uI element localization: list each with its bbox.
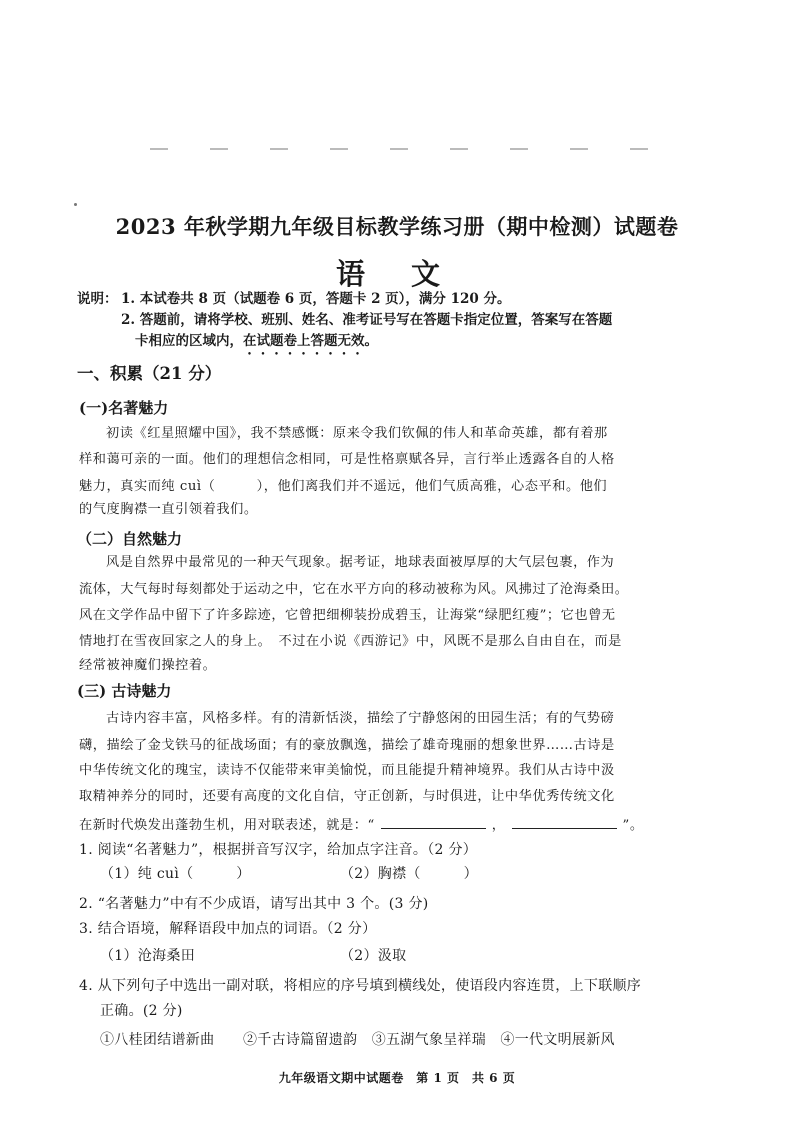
part1-line: 的气度胸襟一直引领着我们。 bbox=[79, 502, 258, 517]
part1-line: 初读《红星照耀中国》，我不禁感慨：原来令我们钦佩的伟人和革命英雄，都有着那 bbox=[106, 426, 608, 441]
part3-line: 古诗内容丰富，风格多样。有的清新恬淡，描绘了宁静悠闲的田园生活；有的气势磅 bbox=[106, 711, 615, 726]
subject-title: 语 文 bbox=[335, 257, 459, 291]
part2-line: 风是自然界中最常见的一种天气现象。据考证，地球表面被厚厚的大气层包裹，作为 bbox=[106, 555, 615, 570]
instructions-label: 说明： bbox=[77, 291, 118, 307]
couplet-blank-1[interactable] bbox=[381, 814, 486, 829]
scan-artifact-dashes bbox=[150, 148, 650, 150]
instruction-1: 1. 本试卷共 8 页（试题卷 6 页，答题卡 2 页），满分 120 分。 bbox=[121, 291, 511, 307]
question-2: 2. “名著魅力”中有不少成语，请写出其中 3 个。(3 分) bbox=[79, 896, 429, 912]
page-footer: 九年级语文期中试题卷 第 1 页 共 6 页 bbox=[278, 1071, 516, 1085]
part3-line: 中华传统文化的瑰宝，读诗不仅能带来审美愉悦，而且能提升精神境界。我们从古诗中汲 bbox=[79, 763, 615, 778]
question-1-item-2: （2）胸襟（ ） bbox=[340, 866, 478, 882]
part3-last-line: 在新时代焕发出蓬勃生机，用对联表述，就是：“ ， ”。 bbox=[79, 814, 644, 836]
part2-line: 情地打在雪夜回家之人的身上。 不过在小说《西游记》中，风既不是那么自由自在，而是 bbox=[79, 634, 622, 649]
part2-heading: （二）自然魅力 bbox=[77, 530, 183, 548]
part1-heading: (一)名著魅力 bbox=[79, 399, 169, 417]
section-heading: 一、积累（21 分） bbox=[77, 364, 222, 383]
part2-line: 风在文学作品中留下了许多踪迹，它曾把细柳装扮成碧玉，让海棠“绿肥红瘦”；它也曾无 bbox=[79, 608, 616, 623]
question-3-item-2: （2）汲取 bbox=[340, 948, 407, 964]
instruction-2-line2: 卡相应的区域内，在试题卷上答题无效。 bbox=[135, 333, 378, 349]
part2-line: 流体，大气每时每刻都处于运动之中，它在水平方向的移动被称为风。风拂过了沧海桑田。 bbox=[79, 582, 629, 597]
exam-title: 2023 年秋学期九年级目标教学练习册（期中检测）试题卷 bbox=[115, 214, 679, 239]
part1-line: 样和蔼可亲的一面。他们的理想信念相同，可是性格禀赋各异，言行举止透露各自的人格 bbox=[79, 452, 615, 467]
part2-line: 经常被神魔们操控着。 bbox=[79, 658, 217, 673]
scan-speck bbox=[74, 203, 77, 206]
part3-line: 取精神养分的同时，还要有高度的文化自信，守正创新，与时俱进，让中华优秀传统文化 bbox=[79, 789, 615, 804]
question-4-options: ①八桂团结谱新曲 ②千古诗篇留遗韵 ③五湖气象呈祥瑞 ④一代文明展新风 bbox=[100, 1032, 615, 1048]
part3-line: 礴，描绘了金戈铁马的征战场面；有的豪放飘逸，描绘了雄奇瑰丽的想象世界……古诗是 bbox=[79, 738, 615, 753]
question-3-item-1: （1）沧海桑田 bbox=[100, 948, 196, 964]
part3-heading: (三) 古诗魅力 bbox=[77, 682, 172, 700]
question-1-item-1: （1）纯 cuì（ ） bbox=[100, 866, 251, 882]
part1-line: 魅力，真实而纯 cuì（ ），他们离我们并不遥远，他们气质高雅，心态平和。他们 bbox=[79, 479, 608, 494]
emphasized-warning: 在试题卷上答题无效 bbox=[243, 333, 365, 349]
instruction-2-line1: 2. 答题前，请将学校、班别、姓名、准考证号写在答题卡指定位置，答案写在答题 bbox=[121, 312, 613, 328]
question-4-line1: 4. 从下列句子中选出一副对联，将相应的序号填到横线处，使语段内容连贯，上下联顺序 bbox=[79, 978, 642, 994]
couplet-blank-2[interactable] bbox=[512, 814, 617, 829]
question-3: 3. 结合语境，解释语段中加点的词语。（2 分） bbox=[79, 921, 377, 937]
question-4-line2: 正确。(2 分) bbox=[100, 1003, 183, 1019]
question-1: 1. 阅读“名著魅力”，根据拼音写汉字，给加点字注音。（2 分） bbox=[79, 842, 478, 858]
